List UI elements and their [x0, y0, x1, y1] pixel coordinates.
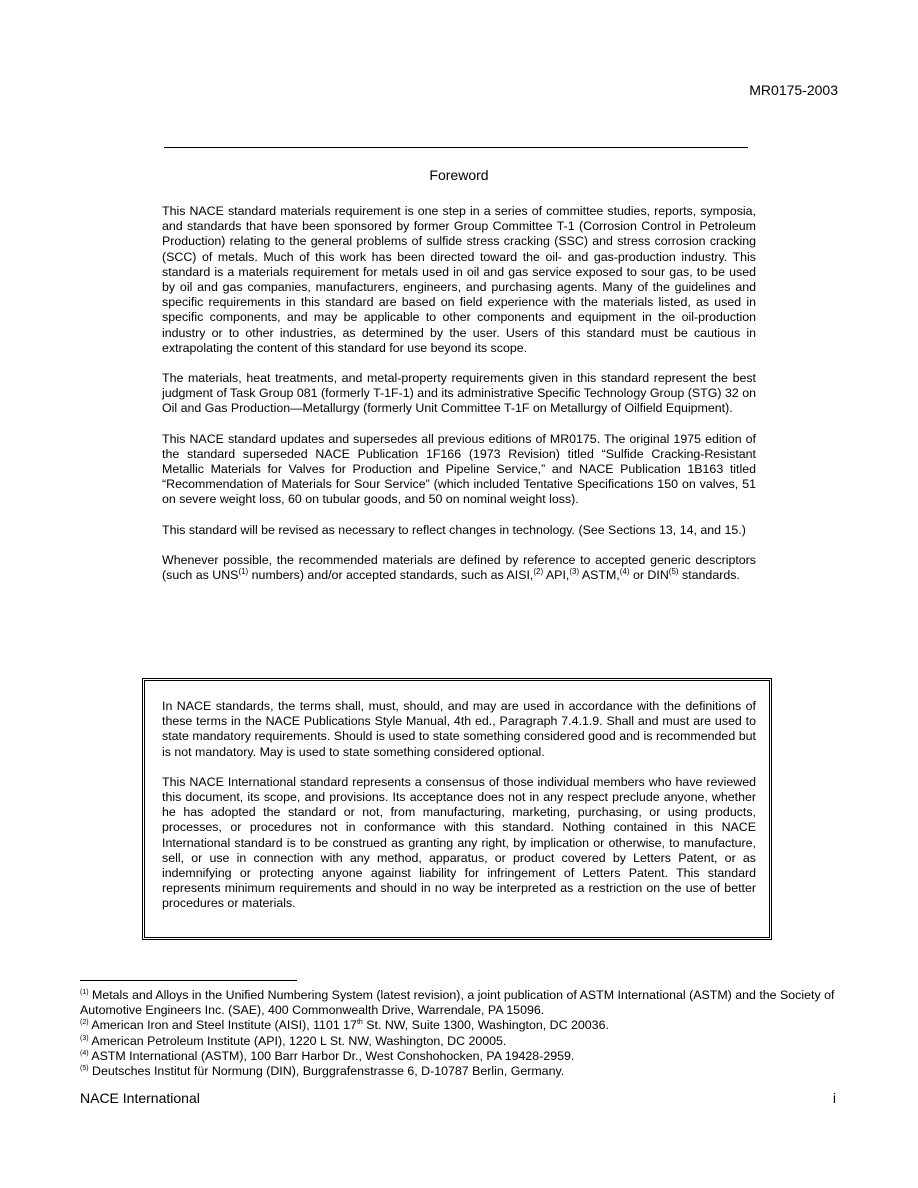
- header-rule: [164, 147, 748, 148]
- footnote-mark: (2): [80, 1019, 89, 1027]
- foreword-paragraph-5: [162, 553, 756, 583]
- foreword-body: [162, 204, 756, 598]
- footnote-rule: [80, 980, 297, 981]
- notice-box: [142, 678, 772, 940]
- page-number: i: [832, 1090, 836, 1106]
- footnote-4: [80, 1049, 838, 1064]
- foreword-paragraph-1: This NACE standard materials requirement is one step in a series of committee studies, reports, symposia, and standards that have been sponsored by former Group Committee T-1 (Corrosion Control in Petroleum Production) relating to the general problems of sulfide stress cracking (SSC) and stress corrosion cracking (SCC) of metals. Much of this work has been directed toward the oil- and gas-production industry. This standard is a materials requirement for metals used in oil and gas service exposed to sour gas, to be used by oil and gas companies, manufacturers, engineers, and purchasing agents. Many of the guidelines and specific requirements in this standard are based on field experience with the materials listed, as used in specific components, and may be applicable to other components and equipment in the oil-production industry or to other industries, as determined by the user. Users of this standard must be cautious in extrapolating the content of this standard for use beyond its scope.: [162, 204, 756, 355]
- footnote-ref-4: (4): [619, 566, 630, 576]
- page-title: Foreword: [429, 167, 489, 183]
- footnote-ref-1: (1): [238, 566, 249, 576]
- footnote-ref-3: (3): [569, 566, 580, 576]
- p5-text-1: Whenever possible, the recommended materials are defined by reference to accepted generic descriptors (such as UNS: [162, 552, 756, 583]
- foreword-paragraph-3: This NACE standard updates and supersedes all previous editions of MR0175. The original 1975 edition of the standard superseded NACE Publication 1F166 (1973 Revision) titled “Sulfide Cracking-Resistant Metallic Materials for Valves for Production and Pipeline Service,” and NACE Publication 1B163 titled “Recommendation of Materials for Sour Service” (which included Tentative Specifications 150 on valves, 51 on severe weight loss, 60 on tubular goods, and 50 on nominal weight loss).: [162, 431, 756, 507]
- footnote-text: Metals and Alloys in the Unified Numbering System (latest revision), a joint publication of ASTM International (ASTM) and the Society of Automotive Engineers Inc. (SAE), 400 Commonwealth Drive, Warrendale, PA 15096.: [80, 988, 835, 1018]
- notice-paragraph-2: This NACE International standard represents a consensus of those individual members who have reviewed this document, its scope, and provisions. Its acceptance does not in any respect preclude anyone, whether he has adopted the standard or not, from manufacturing, marketing, purchasing, or using products, processes, or procedures not in conformance with this standard. Nothing contained in this NACE International standard is to be construed as granting any right, by implication or otherwise, to manufacture, sell, or use in connection with any method, apparatus, or product covered by Letters Patent, or as indemnifying or protecting anyone against liability for infringement of Letters Patent. This standard represents minimum requirements and should in no way be interpreted as a restriction on the use of better procedures or materials.: [162, 774, 756, 911]
- p5-text-6: standards.: [678, 568, 740, 583]
- foreword-paragraph-4: This standard will be revised as necessary to reflect changes in technology. (See Sections 13, 14, and 15.): [162, 522, 746, 537]
- footnote-text: American Iron and Steel Institute (AISI), 1101 17: [88, 1018, 357, 1033]
- footnote-ref-5: (5): [668, 566, 679, 576]
- p5-text-4: ASTM,: [579, 568, 620, 583]
- footnote-text: American Petroleum Institute (API), 1220 L St. NW, Washington, DC 20005.: [88, 1033, 507, 1048]
- footnote-mark: (4): [80, 1049, 89, 1057]
- p5-text-5: or DIN: [629, 568, 669, 583]
- footnote-1: [80, 988, 838, 1018]
- footnote-2: [80, 1018, 838, 1033]
- document-id: MR0175-2003: [749, 82, 838, 98]
- footnote-text: Deutsches Institut für Normung (DIN), Burggrafenstrasse 6, D-10787 Berlin, Germany.: [88, 1064, 565, 1079]
- notice-content: [162, 699, 756, 927]
- footnote-ordinal: th: [356, 1019, 363, 1027]
- p5-text-3: API,: [543, 568, 570, 583]
- footnote-text-cont: St. NW, Suite 1300, Washington, DC 20036.: [362, 1018, 609, 1033]
- footnotes: [80, 988, 838, 1079]
- footnote-ref-2: (2): [533, 566, 544, 576]
- foreword-paragraph-2: The materials, heat treatments, and metal-property requirements given in this standard represent the best judgment of Task Group 081 (formerly T-1F-1) and its administrative Specific Technology Group (STG) 32 on Oil and Gas Production—Metallurgy (formerly Unit Committee T-1F on Metallurgy of Oilfield Equipment).: [162, 371, 756, 416]
- footnote-mark: (1): [80, 988, 89, 996]
- p5-text-2: numbers) and/or accepted standards, such as AISI,: [248, 568, 534, 583]
- footnote-3: [80, 1034, 838, 1049]
- notice-paragraph-1: In NACE standards, the terms shall, must, should, and may are used in accordance with the definitions of these terms in the NACE Publications Style Manual, 4th ed., Paragraph 7.4.1.9. Shall and must are used to state mandatory requirements. Should is used to state something considered good and is recommended but is not mandatory. May is used to state something considered optional.: [162, 699, 756, 759]
- footnote-mark: (3): [80, 1034, 89, 1042]
- footnote-text: ASTM International (ASTM), 100 Barr Harbor Dr., West Conshohocken, PA 19428-2959.: [88, 1048, 575, 1063]
- footnote-mark: (5): [80, 1064, 89, 1072]
- footnote-5: [80, 1064, 838, 1079]
- footer-organization: NACE International: [80, 1090, 200, 1106]
